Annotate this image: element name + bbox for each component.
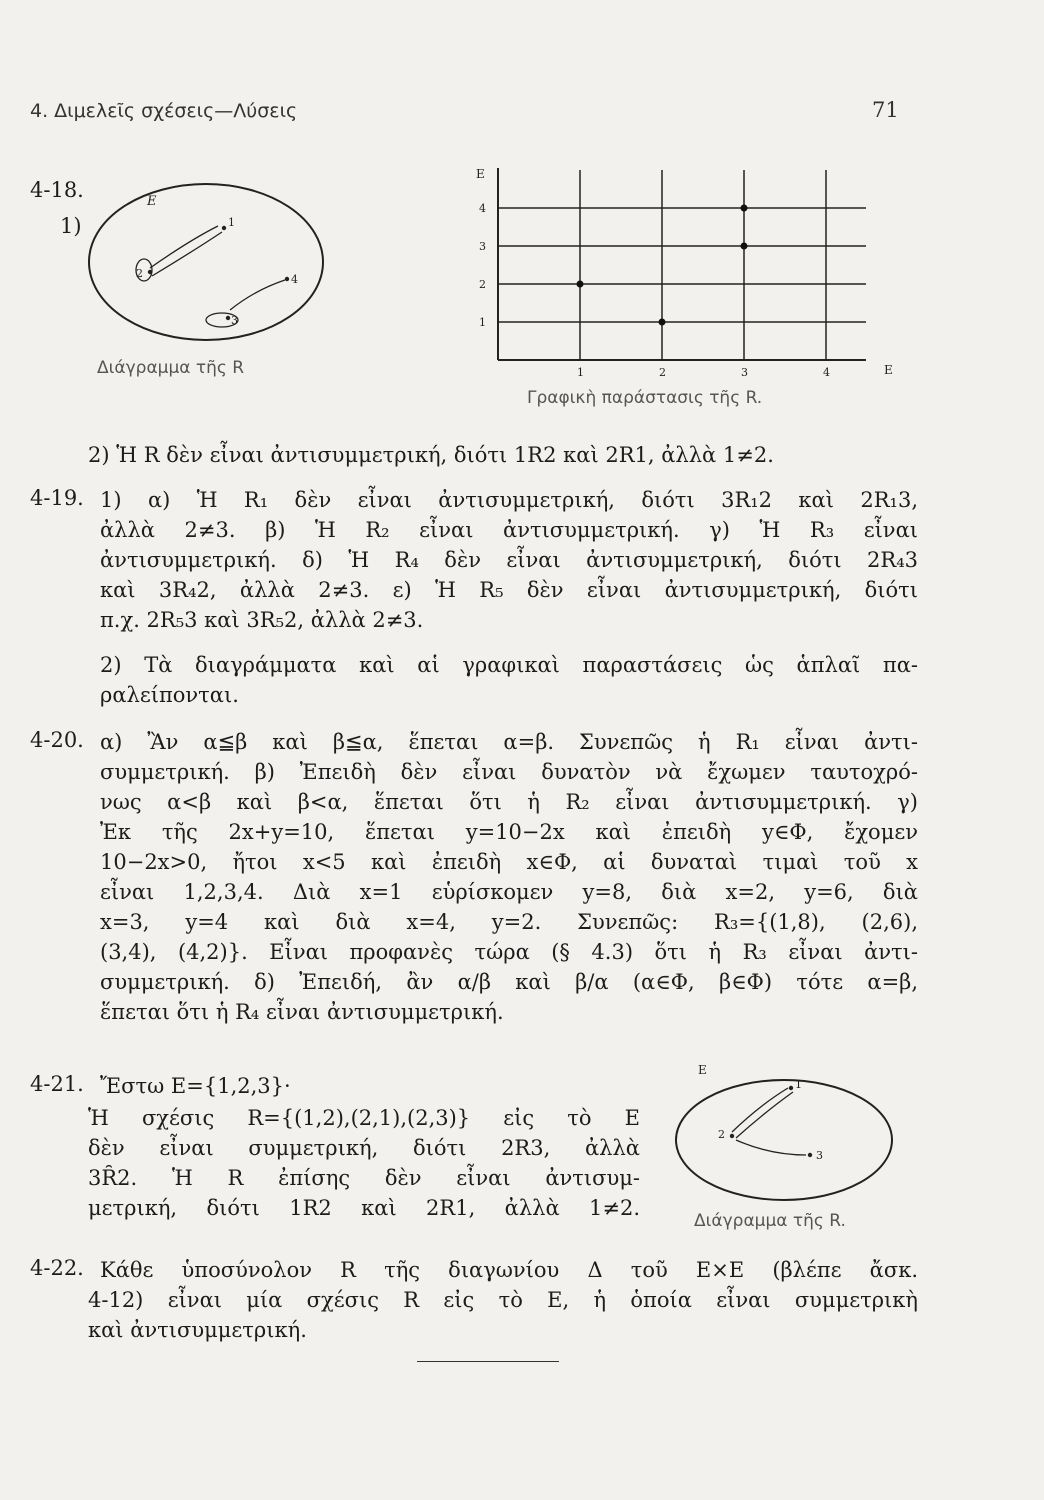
text-line: x=3, y=4 καὶ διὰ x=4, y=2. Συνεπῶς: R₃={(1,8), (2,6), — [100, 910, 918, 934]
exercise-number-4-22: 4-22. — [30, 1256, 84, 1280]
graph-caption-4-18: Γραφικὴ παράστασις τῆς R. — [527, 388, 763, 408]
arrow-2-to-3 — [736, 1140, 806, 1155]
graph-point — [577, 281, 584, 288]
point-3 — [226, 316, 230, 320]
arrow-3-to-4 — [230, 280, 285, 310]
venn-caption-4-18: Διάγραμμα τῆς R — [97, 358, 245, 378]
graph-x-axis-label: E — [884, 363, 893, 377]
graph-grid — [498, 168, 866, 360]
page-number: 71 — [872, 98, 899, 122]
arrow-1-to-2 — [732, 1088, 788, 1132]
graph-y-axis-label: E — [476, 167, 485, 181]
text-line: α) Ἂν α≦β καὶ β≦α, ἕπεται α=β. Συνεπῶς ἡ R₁ εἶναι ἀντι- — [100, 730, 918, 754]
text-line: ἕπεται ὅτι ἡ R₄ εἶναι ἀντισυμμετρική. — [100, 1000, 504, 1024]
x-tick-label: 3 — [741, 366, 748, 379]
arrow-2-to-1 — [150, 226, 218, 268]
chapter-header: 4. Διμελεῖς σχέσεις—Λύσεις — [30, 100, 298, 122]
point-label-1: 1 — [795, 1078, 802, 1091]
point-label-1: 1 — [228, 216, 235, 229]
ex-4-21-body — [88, 1103, 640, 1223]
ex-4-19-text — [100, 485, 918, 635]
set-label-E: E — [698, 1063, 707, 1077]
text-line: ἀλλὰ 2≠3. β) Ἡ R₂ εἶναι ἀντισυμμετρική. γ) Ἡ R₃ εἶναι — [100, 518, 918, 542]
graph-point — [659, 319, 666, 326]
text-line: 4-12) εἶναι μία σχέσις R εἰς τὸ E, ἡ ὁποία εἶναι συμμετρικὴ — [88, 1288, 918, 1312]
ex-4-21-text — [100, 1071, 640, 1101]
ex-4-20-text — [100, 727, 918, 1027]
text-line: Ἔστω E={1,2,3}· — [100, 1074, 291, 1098]
point-label-4: 4 — [291, 273, 298, 286]
point-4 — [285, 277, 289, 281]
relation-graph-4-18 — [460, 160, 893, 390]
x-tick-label: 1 — [577, 366, 584, 379]
exercise-number-4-19: 4-19. — [30, 486, 84, 510]
ex-4-18-part2 — [88, 440, 918, 470]
venn-diagram-4-21 — [660, 1060, 900, 1210]
set-label-E: E — [147, 194, 157, 209]
y-tick-label: 4 — [479, 202, 486, 215]
text-line: Ἡ σχέσις R={(1,2),(2,1),(2,3)} εἰς τὸ E — [88, 1106, 640, 1130]
point-label-3: 3 — [231, 314, 238, 327]
arrow-1-to-2 — [152, 232, 222, 276]
y-tick-label: 2 — [479, 278, 486, 291]
point-2 — [148, 270, 152, 274]
text-line: 10−2x>0, ἤτοι x<5 καὶ ἐπειδὴ x∈Φ, αἱ δυναταὶ τιμαὶ τοῦ x — [100, 850, 918, 874]
exercise-number-4-21: 4-21. — [30, 1072, 84, 1096]
ex-4-22-text — [100, 1255, 918, 1285]
graph-point — [741, 205, 748, 212]
part-label-1: 1) — [60, 214, 82, 238]
ex-4-22-body — [88, 1285, 918, 1345]
text-line: Ἐκ τῆς 2x+y=10, ἕπεται y=10−2x καὶ ἐπειδὴ y∈Φ, ἔχομεν — [100, 820, 918, 844]
text-line: 2) Ἡ R δὲν εἶναι ἀντισυμμετρική, διότι 1R2 καὶ 2R1, ἀλλὰ 1≠2. — [88, 443, 774, 467]
point-label-2: 2 — [136, 267, 143, 280]
text-line: 1) α) Ἡ R₁ δὲν εἶναι ἀντισυμμετρική, διότι 3R₁2 καὶ 2R₁3, — [100, 488, 918, 512]
text-line: νως α<β καὶ β<α, ἕπεται ὅτι ἡ R₂ εἶναι ἀντισυμμετρική. γ) — [100, 790, 918, 814]
point-2 — [730, 1134, 734, 1138]
venn-diagram-4-18 — [80, 180, 340, 370]
text-line: 2) Τὰ διαγράμματα καὶ αἱ γραφικαὶ παραστάσεις ὡς ἁπλαῖ πα- — [100, 653, 918, 677]
exercise-number-4-20: 4-20. — [30, 728, 84, 752]
y-tick-label: 1 — [479, 316, 486, 329]
point-label-2: 2 — [718, 1128, 725, 1141]
text-line: ἀντισυμμετρική. δ) Ἡ R₄ δὲν εἶναι ἀντισυμμετρική, διότι 2R₄3 — [100, 548, 918, 572]
graph-point — [741, 243, 748, 250]
text-line: συμμετρική. δ) Ἐπειδή, ἂν α/β καὶ β/α (α∈Φ, β∈Φ) τότε α=β, — [100, 970, 918, 994]
y-tick-label: 3 — [479, 240, 486, 253]
venn-caption-4-21: Διάγραμμα τῆς R. — [694, 1211, 846, 1231]
ex-4-19-part2 — [100, 650, 918, 710]
set-ellipse — [89, 184, 323, 340]
text-line: μετρική, διότι 1R2 καὶ 2R1, ἀλλὰ 1≠2. — [88, 1196, 640, 1220]
point-label-3: 3 — [816, 1149, 823, 1162]
point-1 — [789, 1086, 793, 1090]
text-line: δὲν εἶναι συμμετρική, διότι 2R3, ἀλλὰ — [88, 1136, 640, 1160]
point-1 — [222, 226, 226, 230]
x-tick-label: 4 — [823, 366, 830, 379]
text-line: καὶ ἀντισυμμετρική. — [88, 1318, 307, 1342]
arrow-2-to-1 — [736, 1092, 793, 1138]
text-line: π.χ. 2R₅3 καὶ 3R₅2, ἀλλὰ 2≠3. — [100, 608, 424, 632]
graph-tick-labels — [479, 202, 830, 379]
text-line: Κάθε ὑποσύνολον R τῆς διαγωνίου Δ τοῦ E×E (βλέπε ἄσκ. — [100, 1258, 918, 1282]
text-line: καὶ 3R₄2, ἀλλὰ 2≠3. ε) Ἡ R₅ δὲν εἶναι ἀντισυμμετρική, διότι — [100, 578, 918, 602]
text-line: εἶναι 1,2,3,4. Διὰ x=1 εὑρίσκομεν y=8, διὰ x=2, y=6, διὰ — [100, 880, 918, 904]
point-3 — [808, 1153, 812, 1157]
x-tick-label: 2 — [659, 366, 666, 379]
exercise-number-4-18: 4-18. — [30, 178, 84, 202]
text-line: συμμετρική. β) Ἐπειδὴ δὲν εἶναι δυνατὸν νὰ ἔχωμεν ταυτοχρό- — [100, 760, 918, 784]
end-rule — [417, 1361, 559, 1362]
text-line: (3,4), (4,2)}. Εἶναι προφανὲς τώρα (§ 4.3) ὅτι ἡ R₃ εἶναι ἀντι- — [100, 940, 918, 964]
text-line: ραλείπονται. — [100, 683, 239, 707]
text-line: 3Ȓ2. Ἡ R ἐπίσης δὲν εἶναι ἀντισυμ- — [88, 1166, 640, 1190]
